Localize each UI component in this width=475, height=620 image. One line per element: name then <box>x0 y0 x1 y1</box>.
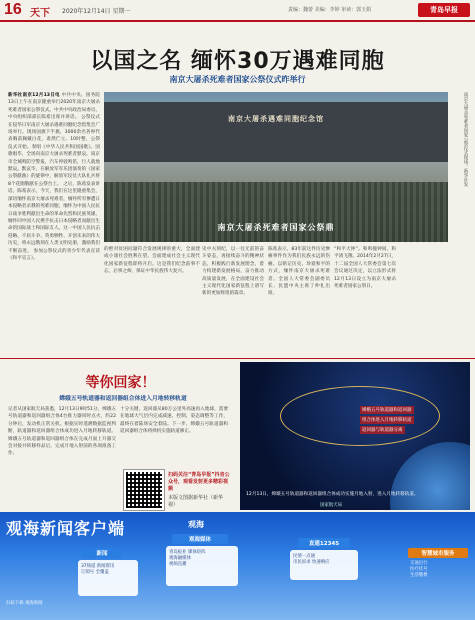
ad-smart-item-2: 医疗挂号 <box>410 567 428 572</box>
ad-smart-item-3: 生活缴费 <box>410 573 428 578</box>
section-divider <box>0 358 475 359</box>
ad-12345-item-2: 市民诉求 快速响应 <box>293 560 330 565</box>
ad-card-12345[interactable] <box>290 550 358 580</box>
orbit-label-2: 组合体进入月地转移轨道 <box>362 418 412 423</box>
memorial-wall <box>104 102 448 162</box>
ad-card-media[interactable] <box>166 546 238 586</box>
dateline: 2020年12月14日 星期一 <box>62 8 131 15</box>
qr-prompt <box>168 472 230 509</box>
subheadline-main: 南京大屠杀死难者国家公祭仪式昨举行 <box>169 75 306 84</box>
headline-chang-e: 等你回家！ <box>85 375 156 391</box>
ad-section-news[interactable]: 新闻 <box>82 548 122 558</box>
ceremony-crowd <box>104 182 448 242</box>
article1-bottom-col0: 的绝对贫困问题符合发展规律的重大，全面建成小康社会胜利在望。会面建成社会主义现代化国家新征程即将开启。这是我们纪念前事不忘，后事之师，保证中华民族伟大复兴。 <box>104 247 200 275</box>
ad-brand-logo: 观海 <box>188 520 204 529</box>
space-caption: 12月13日，嫦娥五号轨道器和返回器组合体成功实施月地入射，进入月地转移轨道。 <box>246 492 419 497</box>
article1-byline: 新华社南京12月13日电 <box>8 93 60 98</box>
qr-code[interactable] <box>124 470 164 510</box>
space-illustration <box>240 362 470 510</box>
article1-column1 <box>8 92 100 354</box>
article1-bottom-col1: 史中夫刻纪，以一往无前的奋斗姿态，再接续奋斗的精神状态，积极践行新发展理念，着力构建新发展格局，奋力推动高质量发展，在全面建设社会主义现代化国家新征程上谱写新的更加辉煌的篇章。 <box>202 247 264 297</box>
ad-section-12345[interactable]: 直通12345 <box>298 538 350 548</box>
ad-smart-city-list <box>410 560 468 578</box>
ad-media-item-2: 观海融媒体 <box>169 556 191 561</box>
ceremony-photo <box>104 92 448 242</box>
headline-main: 以国之名 缅怀30万遇难同胞 <box>90 49 385 74</box>
memorial-wall-title: 南京大屠杀遇难同胞纪念馆 <box>228 115 324 123</box>
ad-media-item-1: 青岛报业 媒体矩阵 <box>169 550 206 555</box>
ad-title: 观海新闻客户端 <box>6 519 126 538</box>
editor-credits: 责编：魏蕾 美编：李婷 审读：郭玉娟 <box>288 7 372 13</box>
ad-section-media[interactable]: 观海媒体 <box>172 534 228 544</box>
ad-section-smart-city[interactable]: 智慧城市服务 <box>408 548 468 558</box>
header-rule <box>0 20 475 22</box>
ad-download-prompt[interactable]: 扫码下载 观海新闻 <box>6 601 43 606</box>
article1-bottom-col2: 陈希表示，83年前这件历史惨痛事件作为我们民族永远的伤痛。以铭记历史、珍爱和平的方式，缅怀南京大屠杀死难者。全国人大常委会副委员长、民盟中央主席丁仲礼出席。 <box>268 247 330 297</box>
qr-credit: 本版文图据新华社（新华视） <box>168 495 224 508</box>
memorial-inscription: 南京大屠杀死难者国家公祭鼎 <box>217 223 335 232</box>
subheadline-chang-e: 嫦娥五号轨道器和返回器组合体进入月地转移轨道 <box>59 396 187 402</box>
section-name: 天下 <box>30 8 50 19</box>
orbit-label-1: 嫦娥五号轨道器和返回器 <box>362 408 412 413</box>
ad-media-item-3: 视频直播 <box>169 562 187 567</box>
orbit-label-3: 返回器与轨道器分离 <box>362 428 403 433</box>
newspaper-logo: 青岛早报 <box>418 3 470 17</box>
space-credit: 国家航天局 <box>320 503 342 508</box>
photo-caption: 南京大屠杀死难者国家公祭仪式现场。新华社发 <box>463 92 468 187</box>
ad-news-item-2: 订阅号 全覆盖 <box>81 570 109 575</box>
article1-bottom-col3: “和平大钟”。和鸣撞钟间，和平鸽飞翔。2014年2月27日，十二届全国人大常委会第七次会议通过决定，以立法形式将12月13日设立为南京大屠杀死难者国家公祭日。 <box>334 247 396 290</box>
ad-news-item-1: 37频道 新闻资讯 <box>81 564 115 569</box>
ad-12345-item-1: 民情一点通 <box>293 554 315 559</box>
ad-smart-item-1: 交通出行 <box>410 561 428 566</box>
article2-column2: 十分关键。返回器从80万公里外高速再入地球，需要在地球大气层内完成减速、控制、姿态调整等工作，最终在着陆场安全着陆。下一步，嫦娥五号轨道器和返回器组合体将择机实施轨道修正。 <box>120 407 228 435</box>
ad-card-news[interactable] <box>78 560 138 596</box>
article1-text: 中共中央、国务院13日上午在南京隆重举行2020年南京大屠杀死难者国家公祭仪式。中共中央政治局委员、中央组织部部长陈希出席并讲话。 公祭仪式在侵华日军南京大屠杀遇难同胞纪念馆集会广场举行。现场国旗下半旗，3000余名各界代表胸前佩戴白花，肃然伫立。10时整，公祭仪式开始。奏唱《中华人民共和国国歌》。国歌唱毕，全场向南京大屠杀死难者默哀。南京市全城鸣防空警报，汽车停驶鸣笛，行人就地默哀。默哀毕，在解放军军乐团演奏的《国家公祭献曲》的旋律中，解放军仪仗大队礼兵将8个花圈敬献在公祭台上。 之后，陈希发表讲话。陈希表示，今天，我们在这里隆重集会，深切缅怀南京大屠杀死难者，缅怀所有惨遭日本侵略者杀戮的死难同胞，缅怀为中国人民抗日战争胜利献出生命的革命先烈和民族英雄，缅怀同中国人民携手抗击日本侵略者而献出生命的国际战士和国际友人。这一中国人民抗击侵略、不屈斗争、英勇牺牲、开创未来的伟大历史，将永远镌刻在人类文明史册，激励我们不断奋进。 参加公祭仪式的青少年代表宣读《和平宣言》。 <box>8 93 100 261</box>
earth-graphic <box>390 442 470 510</box>
qr-prompt-text: 扫码关注“青岛早报”抖音公众号，观看发射更多精彩视频 <box>168 472 230 492</box>
page-number: 16 <box>4 1 22 18</box>
article2-column1: 记者从国家航天局获悉，12月13日9时51分，嫦娥五号轨道器和返回器组合体4台推力器同时点火，约22分钟后，发动机正常关机。根据实时遥测数据监视判断，轨道器和返回器组合体成功进入月地转移轨道。 嫦娥五号轨道器和返回器组合体在完成月面上升器交会对接并转移样品后，完成月地入射前的各项准备工作。 <box>8 407 116 457</box>
